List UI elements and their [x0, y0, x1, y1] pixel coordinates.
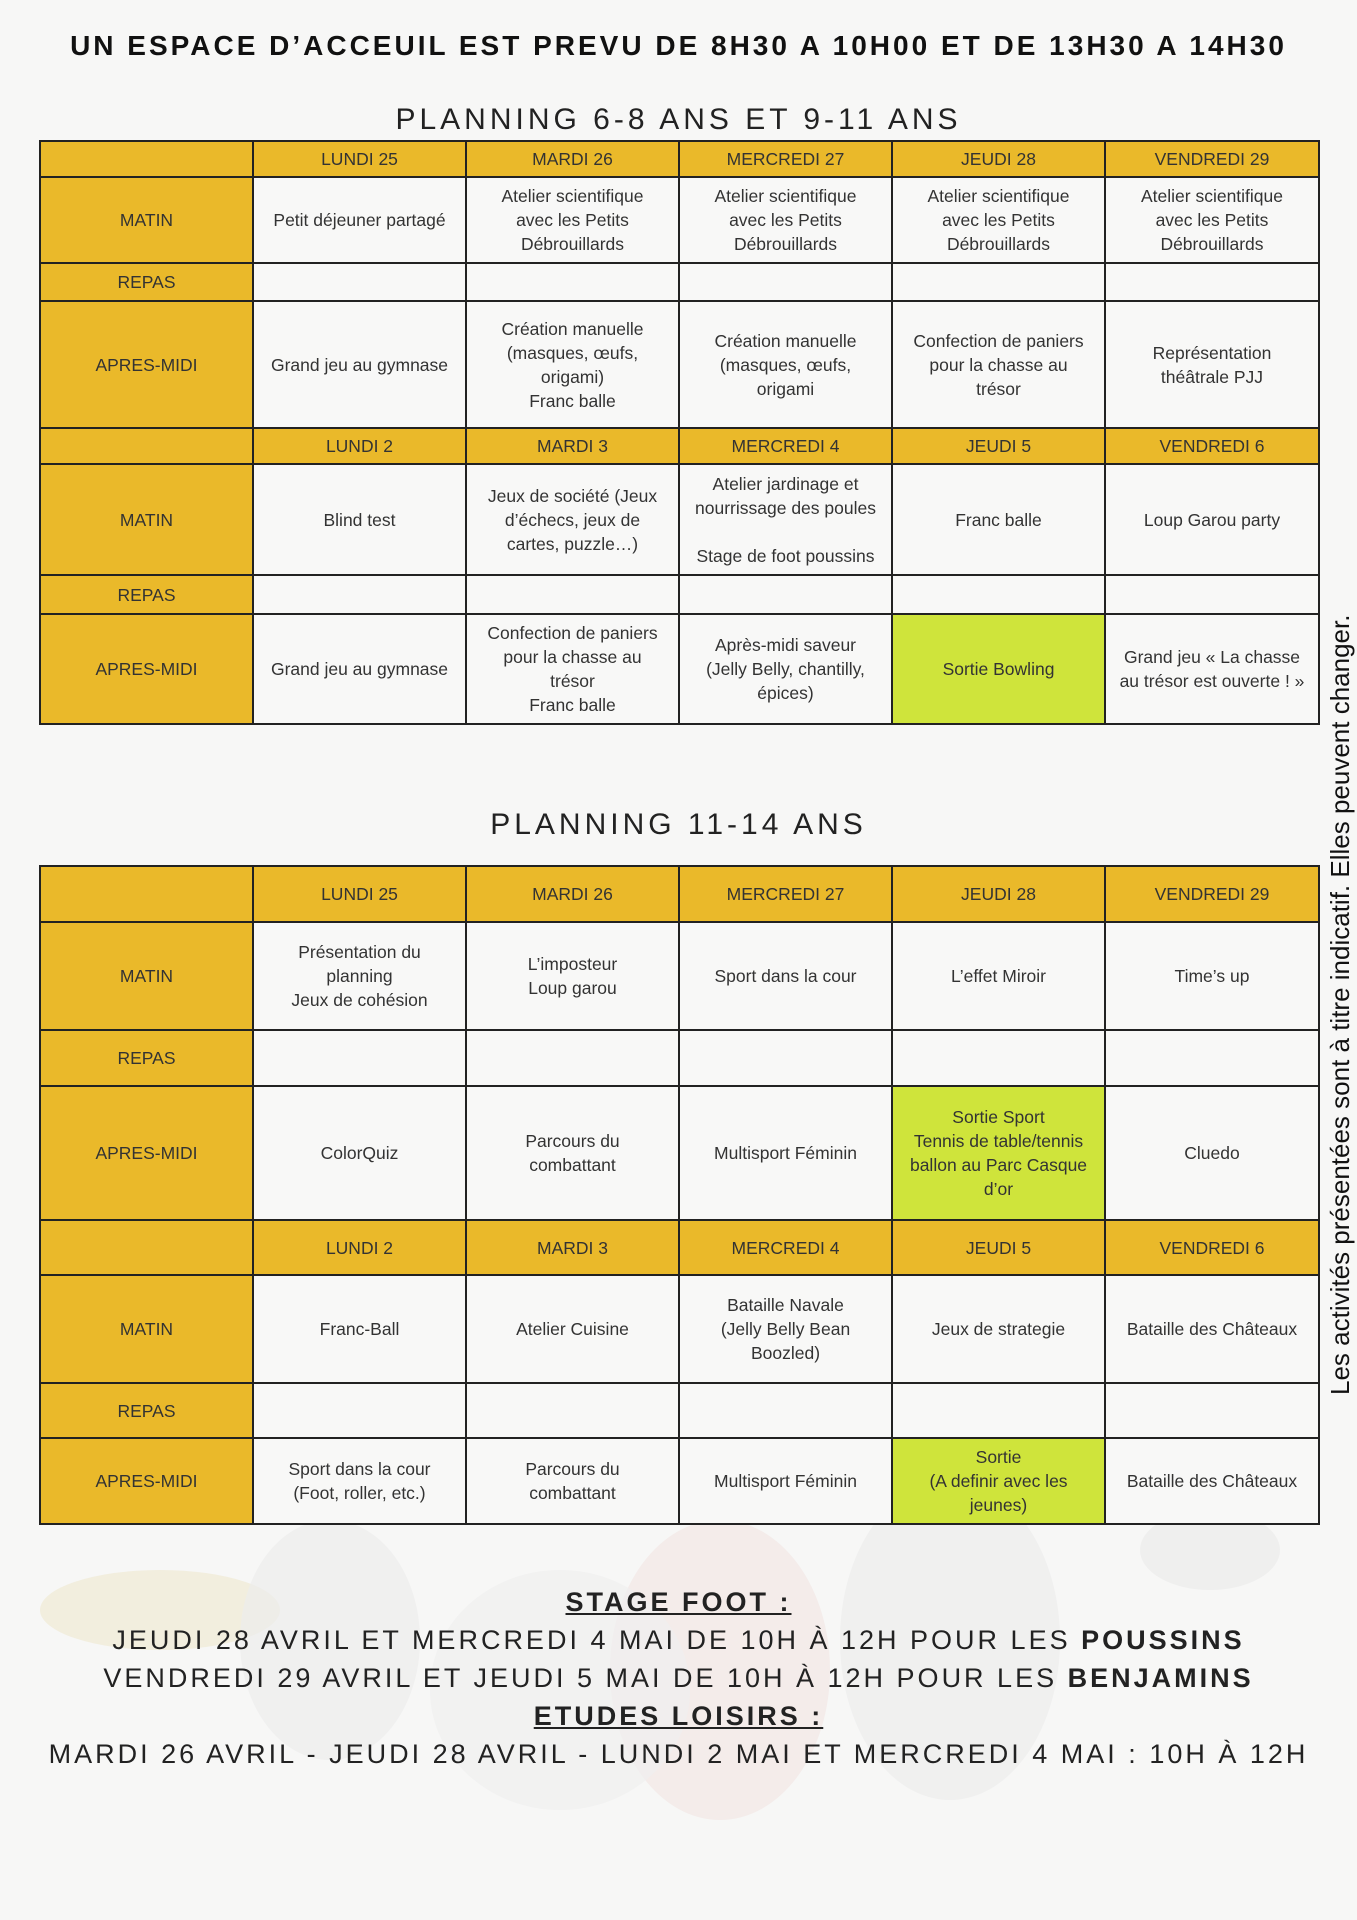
day-header-row — [40, 428, 1319, 464]
activity-cell: Présentation du planning Jeux de cohésion — [253, 922, 466, 1030]
empty-cell — [679, 1030, 892, 1086]
apres-midi-row — [40, 614, 1319, 724]
row-label-apres-midi: APRES-MIDI — [40, 1086, 253, 1220]
plan2-table — [39, 865, 1320, 1525]
day-header: VENDREDI 29 — [1105, 141, 1319, 177]
activity-cell: L’imposteur Loup garou — [466, 922, 679, 1030]
plan1-title: PLANNING 6-8 ANS ET 9-11 ANS — [395, 103, 962, 136]
activity-cell: Multisport Féminin — [679, 1438, 892, 1524]
empty-cell — [679, 575, 892, 614]
side-disclaimer: Les activités présentées sont à titre indicatif. Elles peuvent changer. — [1325, 614, 1355, 1395]
stage-foot-line-benjamins — [0, 1659, 1357, 1697]
activity-cell: Atelier Cuisine — [466, 1275, 679, 1383]
empty-cell — [466, 263, 679, 301]
group-poussins: POUSSINS — [1081, 1625, 1245, 1655]
corner-cell — [40, 141, 253, 177]
empty-cell — [892, 575, 1105, 614]
repas-row — [40, 263, 1319, 301]
activity-cell: Franc-Ball — [253, 1275, 466, 1383]
row-label-repas: REPAS — [40, 263, 253, 301]
matin-row — [40, 922, 1319, 1030]
activity-cell: Bataille des Châteaux — [1105, 1275, 1319, 1383]
empty-cell — [253, 1030, 466, 1086]
empty-cell — [892, 263, 1105, 301]
day-header: JEUDI 28 — [892, 141, 1105, 177]
activity-cell: Time’s up — [1105, 922, 1319, 1030]
day-header-row — [40, 866, 1319, 922]
reception-hours-header: UN ESPACE D’ACCEUIL EST PREVU DE 8H30 A 10H00 ET DE 13H30 A 14H30 — [70, 30, 1287, 61]
day-header: VENDREDI 29 — [1105, 866, 1319, 922]
day-header: MERCREDI 27 — [679, 866, 892, 922]
empty-cell — [253, 575, 466, 614]
day-header: JEUDI 28 — [892, 866, 1105, 922]
empty-cell — [1105, 575, 1319, 614]
repas-row — [40, 575, 1319, 614]
row-label-repas: REPAS — [40, 575, 253, 614]
empty-cell — [679, 1383, 892, 1438]
row-label-matin: MATIN — [40, 922, 253, 1030]
day-header: MERCREDI 4 — [679, 1220, 892, 1275]
repas-row — [40, 1383, 1319, 1438]
activity-cell: Bataille Navale (Jelly Belly Bean Boozled) — [679, 1275, 892, 1383]
activity-cell: Petit déjeuner partagé — [253, 177, 466, 263]
activity-cell: Grand jeu au gymnase — [253, 301, 466, 428]
plan1-table — [39, 140, 1320, 725]
matin-row — [40, 1275, 1319, 1383]
empty-cell — [679, 263, 892, 301]
apres-midi-row — [40, 301, 1319, 428]
row-label-apres-midi: APRES-MIDI — [40, 1438, 253, 1524]
stage-foot-line-poussins — [0, 1621, 1357, 1659]
day-header: LUNDI 25 — [253, 866, 466, 922]
day-header: JEUDI 5 — [892, 428, 1105, 464]
row-label-apres-midi: APRES-MIDI — [40, 301, 253, 428]
activity-cell: Atelier jardinage et nourrissage des poules Stage de foot poussins — [679, 464, 892, 575]
empty-cell — [253, 1383, 466, 1438]
day-header: MERCREDI 27 — [679, 141, 892, 177]
day-header: JEUDI 5 — [892, 1220, 1105, 1275]
empty-cell — [466, 575, 679, 614]
activity-cell: Confection de paniers pour la chasse au trésor — [892, 301, 1105, 428]
day-header: MARDI 3 — [466, 428, 679, 464]
matin-row — [40, 177, 1319, 263]
day-header: MERCREDI 4 — [679, 428, 892, 464]
activity-cell: Parcours du combattant — [466, 1438, 679, 1524]
group-benjamins: BENJAMINS — [1067, 1663, 1254, 1693]
empty-cell — [466, 1030, 679, 1086]
activity-cell: Franc balle — [892, 464, 1105, 575]
etudes-loisirs-title: ETUDES LOISIRS : — [533, 1701, 824, 1731]
day-header-row — [40, 1220, 1319, 1275]
activity-cell: Cluedo — [1105, 1086, 1319, 1220]
row-label-matin: MATIN — [40, 177, 253, 263]
row-label-repas: REPAS — [40, 1030, 253, 1086]
activity-cell: Jeux de strategie — [892, 1275, 1105, 1383]
day-header: LUNDI 25 — [253, 141, 466, 177]
activity-cell: Confection de paniers pour la chasse au trésor Franc balle — [466, 614, 679, 724]
activity-cell: Grand jeu au gymnase — [253, 614, 466, 724]
day-header: LUNDI 2 — [253, 1220, 466, 1275]
activity-cell: Jeux de société (Jeux d’échecs, jeux de cartes, puzzle…) — [466, 464, 679, 575]
activity-cell: Création manuelle (masques, œufs, origami — [679, 301, 892, 428]
empty-cell — [466, 1383, 679, 1438]
outing-cell-highlighted: Sortie (A definir avec les jeunes) — [892, 1438, 1105, 1524]
activity-cell: Sport dans la cour (Foot, roller, etc.) — [253, 1438, 466, 1524]
activity-cell: Après-midi saveur (Jelly Belly, chantilly, épices) — [679, 614, 892, 724]
empty-cell — [1105, 1383, 1319, 1438]
activity-cell: Parcours du combattant — [466, 1086, 679, 1220]
activity-cell: Blind test — [253, 464, 466, 575]
etudes-loisirs-dates: MARDI 26 AVRIL - JEUDI 28 AVRIL - LUNDI 2 MAI ET MERCREDI 4 MAI : 10H À 12H — [48, 1739, 1309, 1769]
activity-cell: Grand jeu « La chasse au trésor est ouverte ! » — [1105, 614, 1319, 724]
day-header: VENDREDI 6 — [1105, 1220, 1319, 1275]
corner-cell — [40, 1220, 253, 1275]
outing-cell-highlighted: Sortie Sport Tennis de table/tennis ballon au Parc Casque d’or — [892, 1086, 1105, 1220]
empty-cell — [892, 1383, 1105, 1438]
activity-cell: Création manuelle (masques, œufs, origami) Franc balle — [466, 301, 679, 428]
activity-cell: L’effet Miroir — [892, 922, 1105, 1030]
row-label-repas: REPAS — [40, 1383, 253, 1438]
stage-foot-title: STAGE FOOT : — [565, 1587, 792, 1617]
repas-row — [40, 1030, 1319, 1086]
corner-cell — [40, 428, 253, 464]
day-header: VENDREDI 6 — [1105, 428, 1319, 464]
day-header: MARDI 3 — [466, 1220, 679, 1275]
plan2-title: PLANNING 11-14 ANS — [490, 808, 867, 841]
apres-midi-row — [40, 1086, 1319, 1220]
apres-midi-row — [40, 1438, 1319, 1524]
row-label-apres-midi: APRES-MIDI — [40, 614, 253, 724]
outing-cell-highlighted: Sortie Bowling — [892, 614, 1105, 724]
activity-cell: Multisport Féminin — [679, 1086, 892, 1220]
activity-cell: Sport dans la cour — [679, 922, 892, 1030]
activity-cell: Atelier scientifique avec les Petits Débrouillards — [679, 177, 892, 263]
footer-info — [0, 1583, 1357, 1773]
empty-cell — [1105, 1030, 1319, 1086]
empty-cell — [253, 263, 466, 301]
corner-cell — [40, 866, 253, 922]
day-header: MARDI 26 — [466, 866, 679, 922]
activity-cell: Représentation théâtrale PJJ — [1105, 301, 1319, 428]
row-label-matin: MATIN — [40, 1275, 253, 1383]
empty-cell — [892, 1030, 1105, 1086]
stage-foot-dates: VENDREDI 29 AVRIL ET JEUDI 5 MAI DE 10H À 12H POUR LES — [103, 1663, 1058, 1693]
stage-foot-dates: JEUDI 28 AVRIL ET MERCREDI 4 MAI DE 10H À 12H POUR LES — [112, 1625, 1071, 1655]
matin-row — [40, 464, 1319, 575]
empty-cell — [1105, 263, 1319, 301]
activity-cell: Atelier scientifique avec les Petits Débrouillards — [466, 177, 679, 263]
row-label-matin: MATIN — [40, 464, 253, 575]
day-header: LUNDI 2 — [253, 428, 466, 464]
activity-cell: Bataille des Châteaux — [1105, 1438, 1319, 1524]
day-header-row — [40, 141, 1319, 177]
activity-cell: Atelier scientifique avec les Petits Débrouillards — [1105, 177, 1319, 263]
activity-cell: ColorQuiz — [253, 1086, 466, 1220]
activity-cell: Atelier scientifique avec les Petits Débrouillards — [892, 177, 1105, 263]
activity-cell: Loup Garou party — [1105, 464, 1319, 575]
day-header: MARDI 26 — [466, 141, 679, 177]
